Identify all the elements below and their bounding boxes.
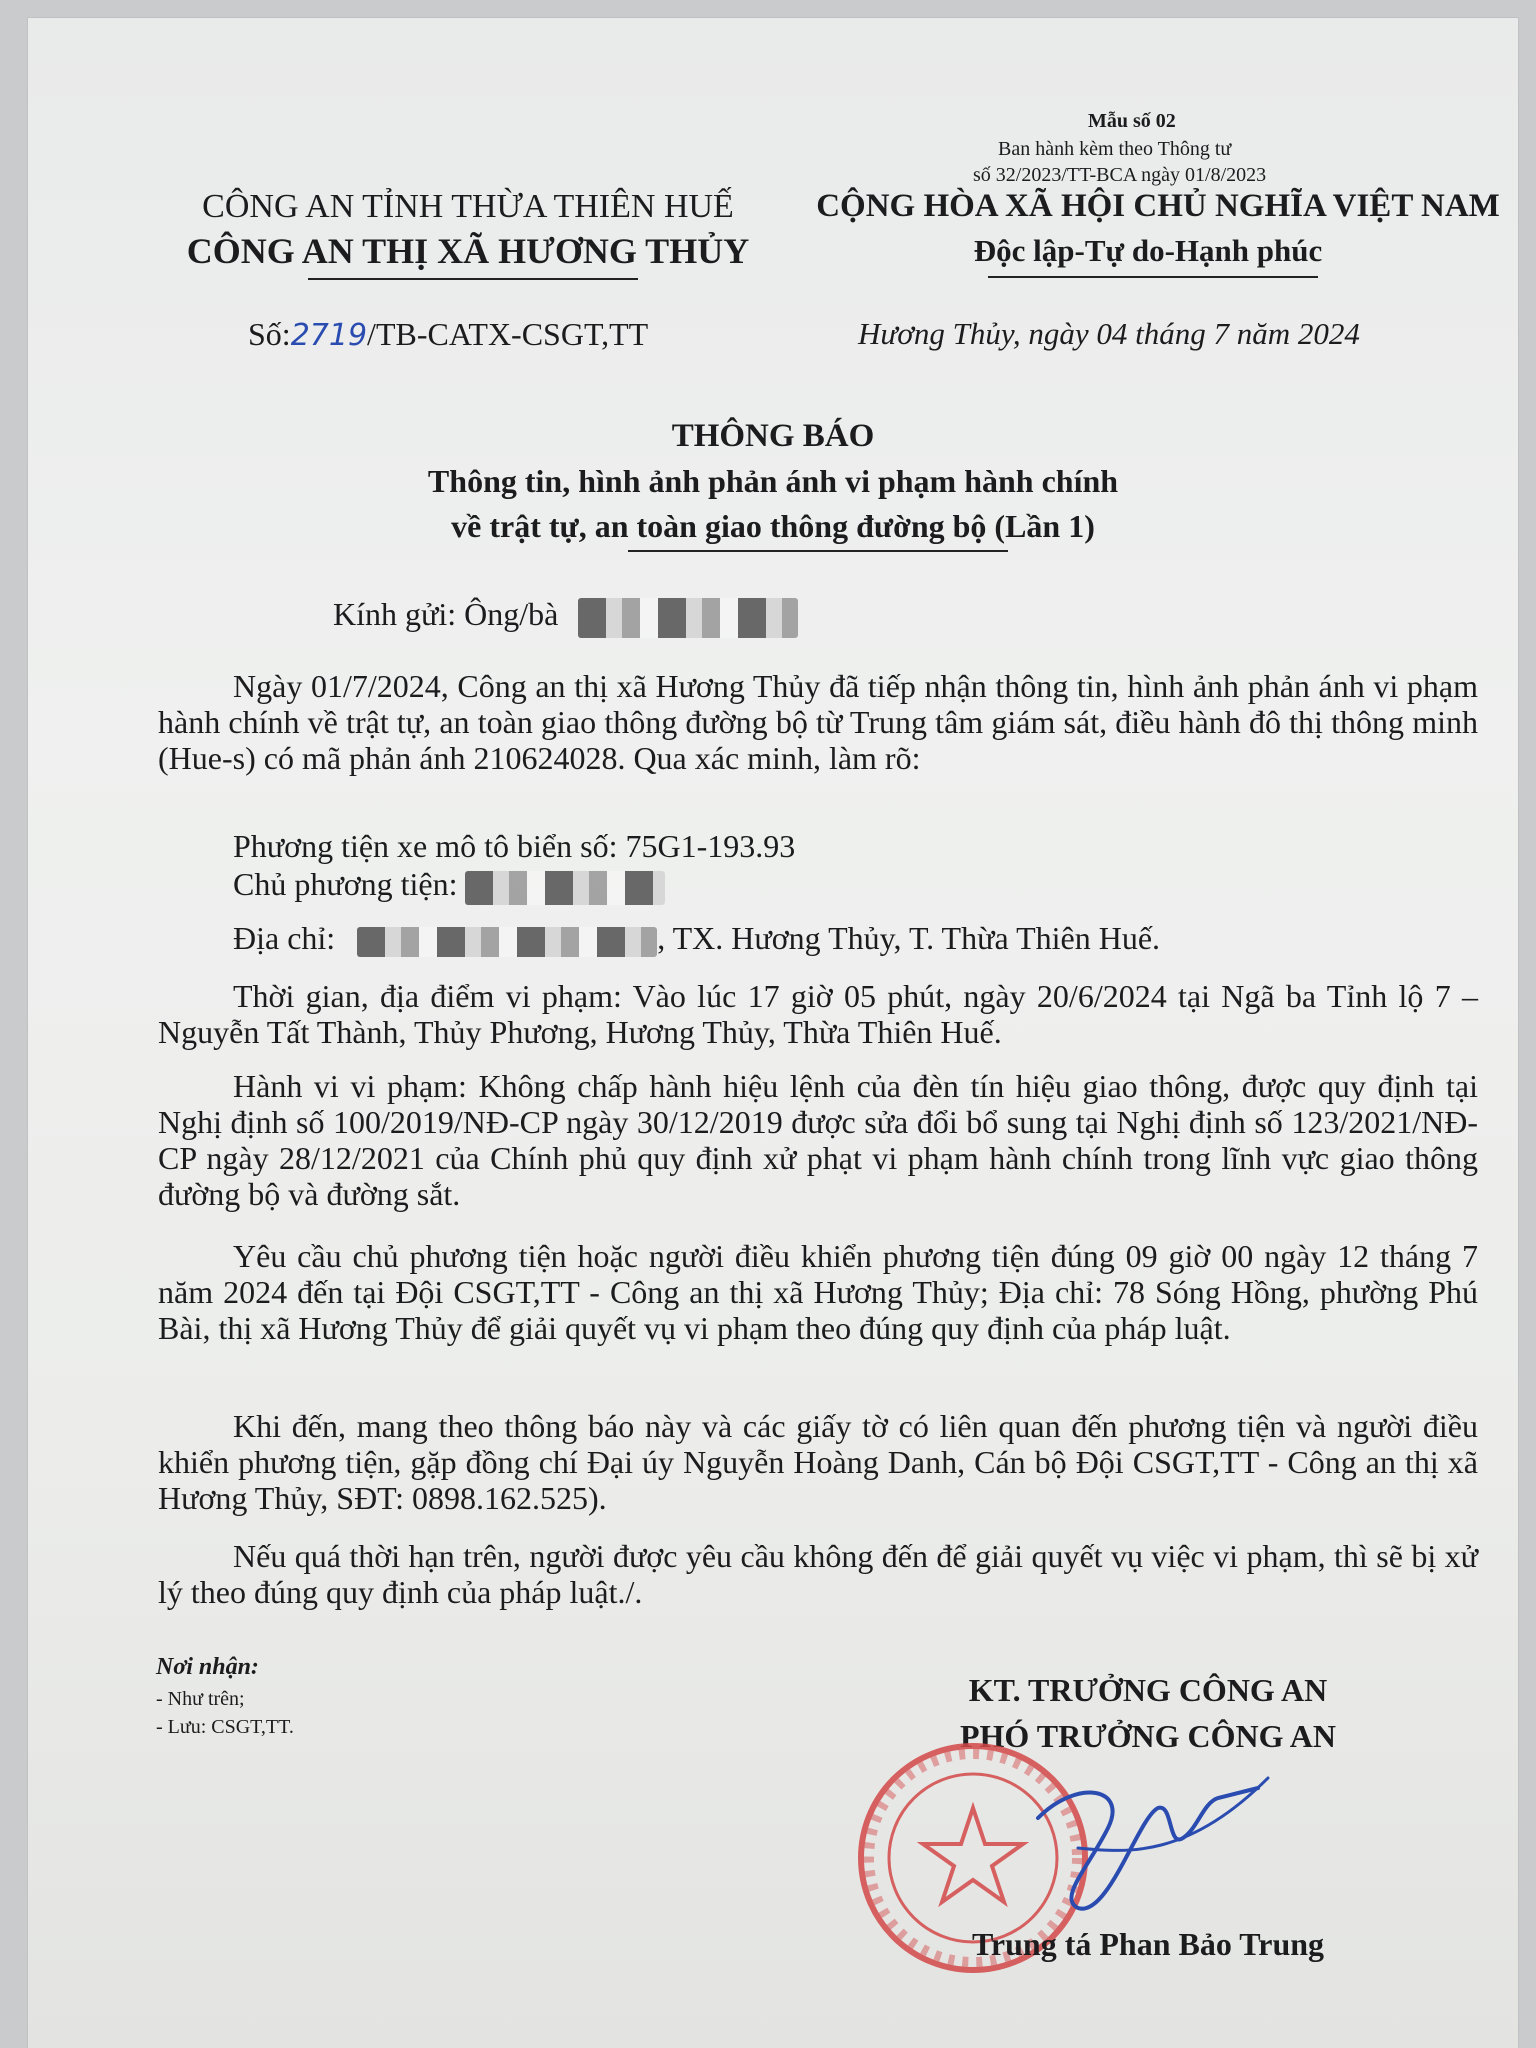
number-prefix: Số:: [248, 316, 291, 352]
vehicle-line: Phương tiện xe mô tô biển số: 75G1-193.93: [233, 828, 796, 864]
agency-name: CÔNG AN THỊ XÃ HƯƠNG THỦY: [186, 231, 750, 271]
paragraph-time-place: Thời gian, địa điểm vi phạm: Vào lúc 17 giờ 05 phút, ngày 20/6/2024 tại Ngã ba Tỉnh lộ 7 – Nguyễn Tất Thành, Thủy Phương, Hương Thủy, Thừa Thiên Huế.: [158, 978, 1478, 1050]
document-page: [28, 18, 1518, 2048]
recipients-label: Nơi nhận:: [156, 1654, 259, 1680]
number-suffix: /TB-CATX-CSGT,TT: [367, 316, 649, 352]
address-label: Địa chỉ:: [233, 920, 336, 956]
subtitle-underline: [628, 550, 1008, 552]
issued-with: Ban hành kèm theo Thông tư: [998, 138, 1232, 160]
form-number: Mẫu số 02: [1088, 110, 1176, 132]
recipient-item-1: - Như trên;: [156, 1688, 245, 1710]
handwritten-signature-icon: [1018, 1758, 1278, 1938]
agency-underline: [308, 278, 638, 280]
signer-title: PHÓ TRƯỞNG CÔNG AN: [959, 1718, 1336, 1754]
circular-ref: số 32/2023/TT-BCA ngày 01/8/2023: [973, 164, 1267, 186]
document-number: [248, 316, 648, 353]
paragraph-bring: Khi đến, mang theo thông báo này và các giấy tờ có liên quan đến phương tiện và người điều khiển phương tiện, gặp đồng chí Đại úy Nguyễn Hoàng Danh, Cán bộ Đội CSGT,TT - Công an thị xã Hương Thủy, SĐT: 0898.162.525).: [158, 1408, 1478, 1516]
redacted-name: [578, 598, 798, 638]
paragraph-request: Yêu cầu chủ phương tiện hoặc người điều khiển phương tiện đúng 09 giờ 00 ngày 12 tháng 7 năm 2024 đến tại Đội CSGT,TT - Công an thị xã Hương Thủy; Địa chỉ: 78 Sóng Hồng, phường Phú Bài, thị xã Hương Thủy để giải quyết vụ vi phạm theo đúng quy định của pháp luật.: [158, 1238, 1478, 1346]
paragraph-violation: Hành vi vi phạm: Không chấp hành hiệu lệnh của đèn tín hiệu giao thông, được quy định tại Nghị định số 100/2019/NĐ-CP ngày 30/12/2019 được sửa đổi bổ sung tại Nghị định số 123/2021/NĐ-CP ngày 28/12/2021 của Chính phủ quy định xử phạt vi phạm hành chính trong lĩnh vực giao thông đường bộ và đường sắt.: [158, 1068, 1478, 1212]
redacted-address: [357, 927, 657, 957]
document-subtitle-1: Thông tin, hình ảnh phản ánh vi phạm hành chính: [427, 463, 1119, 499]
document-date: Hương Thủy, ngày 04 tháng 7 năm 2024: [858, 316, 1360, 351]
handwritten-number: 2719: [290, 318, 368, 353]
agency-parent: CÔNG AN TỈNH THỪA THIÊN HUẾ: [202, 188, 734, 225]
redacted-owner: [465, 871, 665, 905]
document-title: THÔNG BÁO: [671, 418, 875, 454]
recipient-line: [333, 596, 798, 638]
recipient-label: Kính gửi: Ông/bà: [333, 596, 559, 632]
owner-line: [233, 866, 665, 905]
owner-label: Chủ phương tiện:: [233, 866, 458, 902]
address-line: [233, 920, 1160, 957]
national-motto: Độc lập-Tự do-Hạnh phúc: [973, 233, 1323, 268]
national-title: CỘNG HÒA XÃ HỘI CHỦ NGHĨA VIỆT NAM: [816, 188, 1500, 224]
address-tail: , TX. Hương Thủy, T. Thừa Thiên Huế.: [657, 920, 1161, 956]
recipient-item-2: - Lưu: CSGT,TT.: [156, 1716, 294, 1738]
paragraph-intro: Ngày 01/7/2024, Công an thị xã Hương Thủy đã tiếp nhận thông tin, hình ảnh phản ánh vi phạm hành chính về trật tự, an toàn giao thông đường bộ từ Trung tâm giám sát, điều hành đô thị thông minh (Hue-s) có mã phản ánh 210624028. Qua xác minh, làm rõ:: [158, 668, 1478, 776]
document-subtitle-2: về trật tự, an toàn giao thông đường bộ (Lần 1): [451, 508, 1095, 544]
signer-authority: KT. TRƯỞNG CÔNG AN: [968, 1672, 1328, 1708]
signer-name: Trung tá Phan Bảo Trung: [971, 1926, 1325, 1962]
paragraph-overdue: Nếu quá thời hạn trên, người được yêu cầu không đến để giải quyết vụ việc vi phạm, thì sẽ bị xử lý theo đúng quy định của pháp luật./.: [158, 1538, 1478, 1610]
motto-underline: [988, 276, 1318, 278]
